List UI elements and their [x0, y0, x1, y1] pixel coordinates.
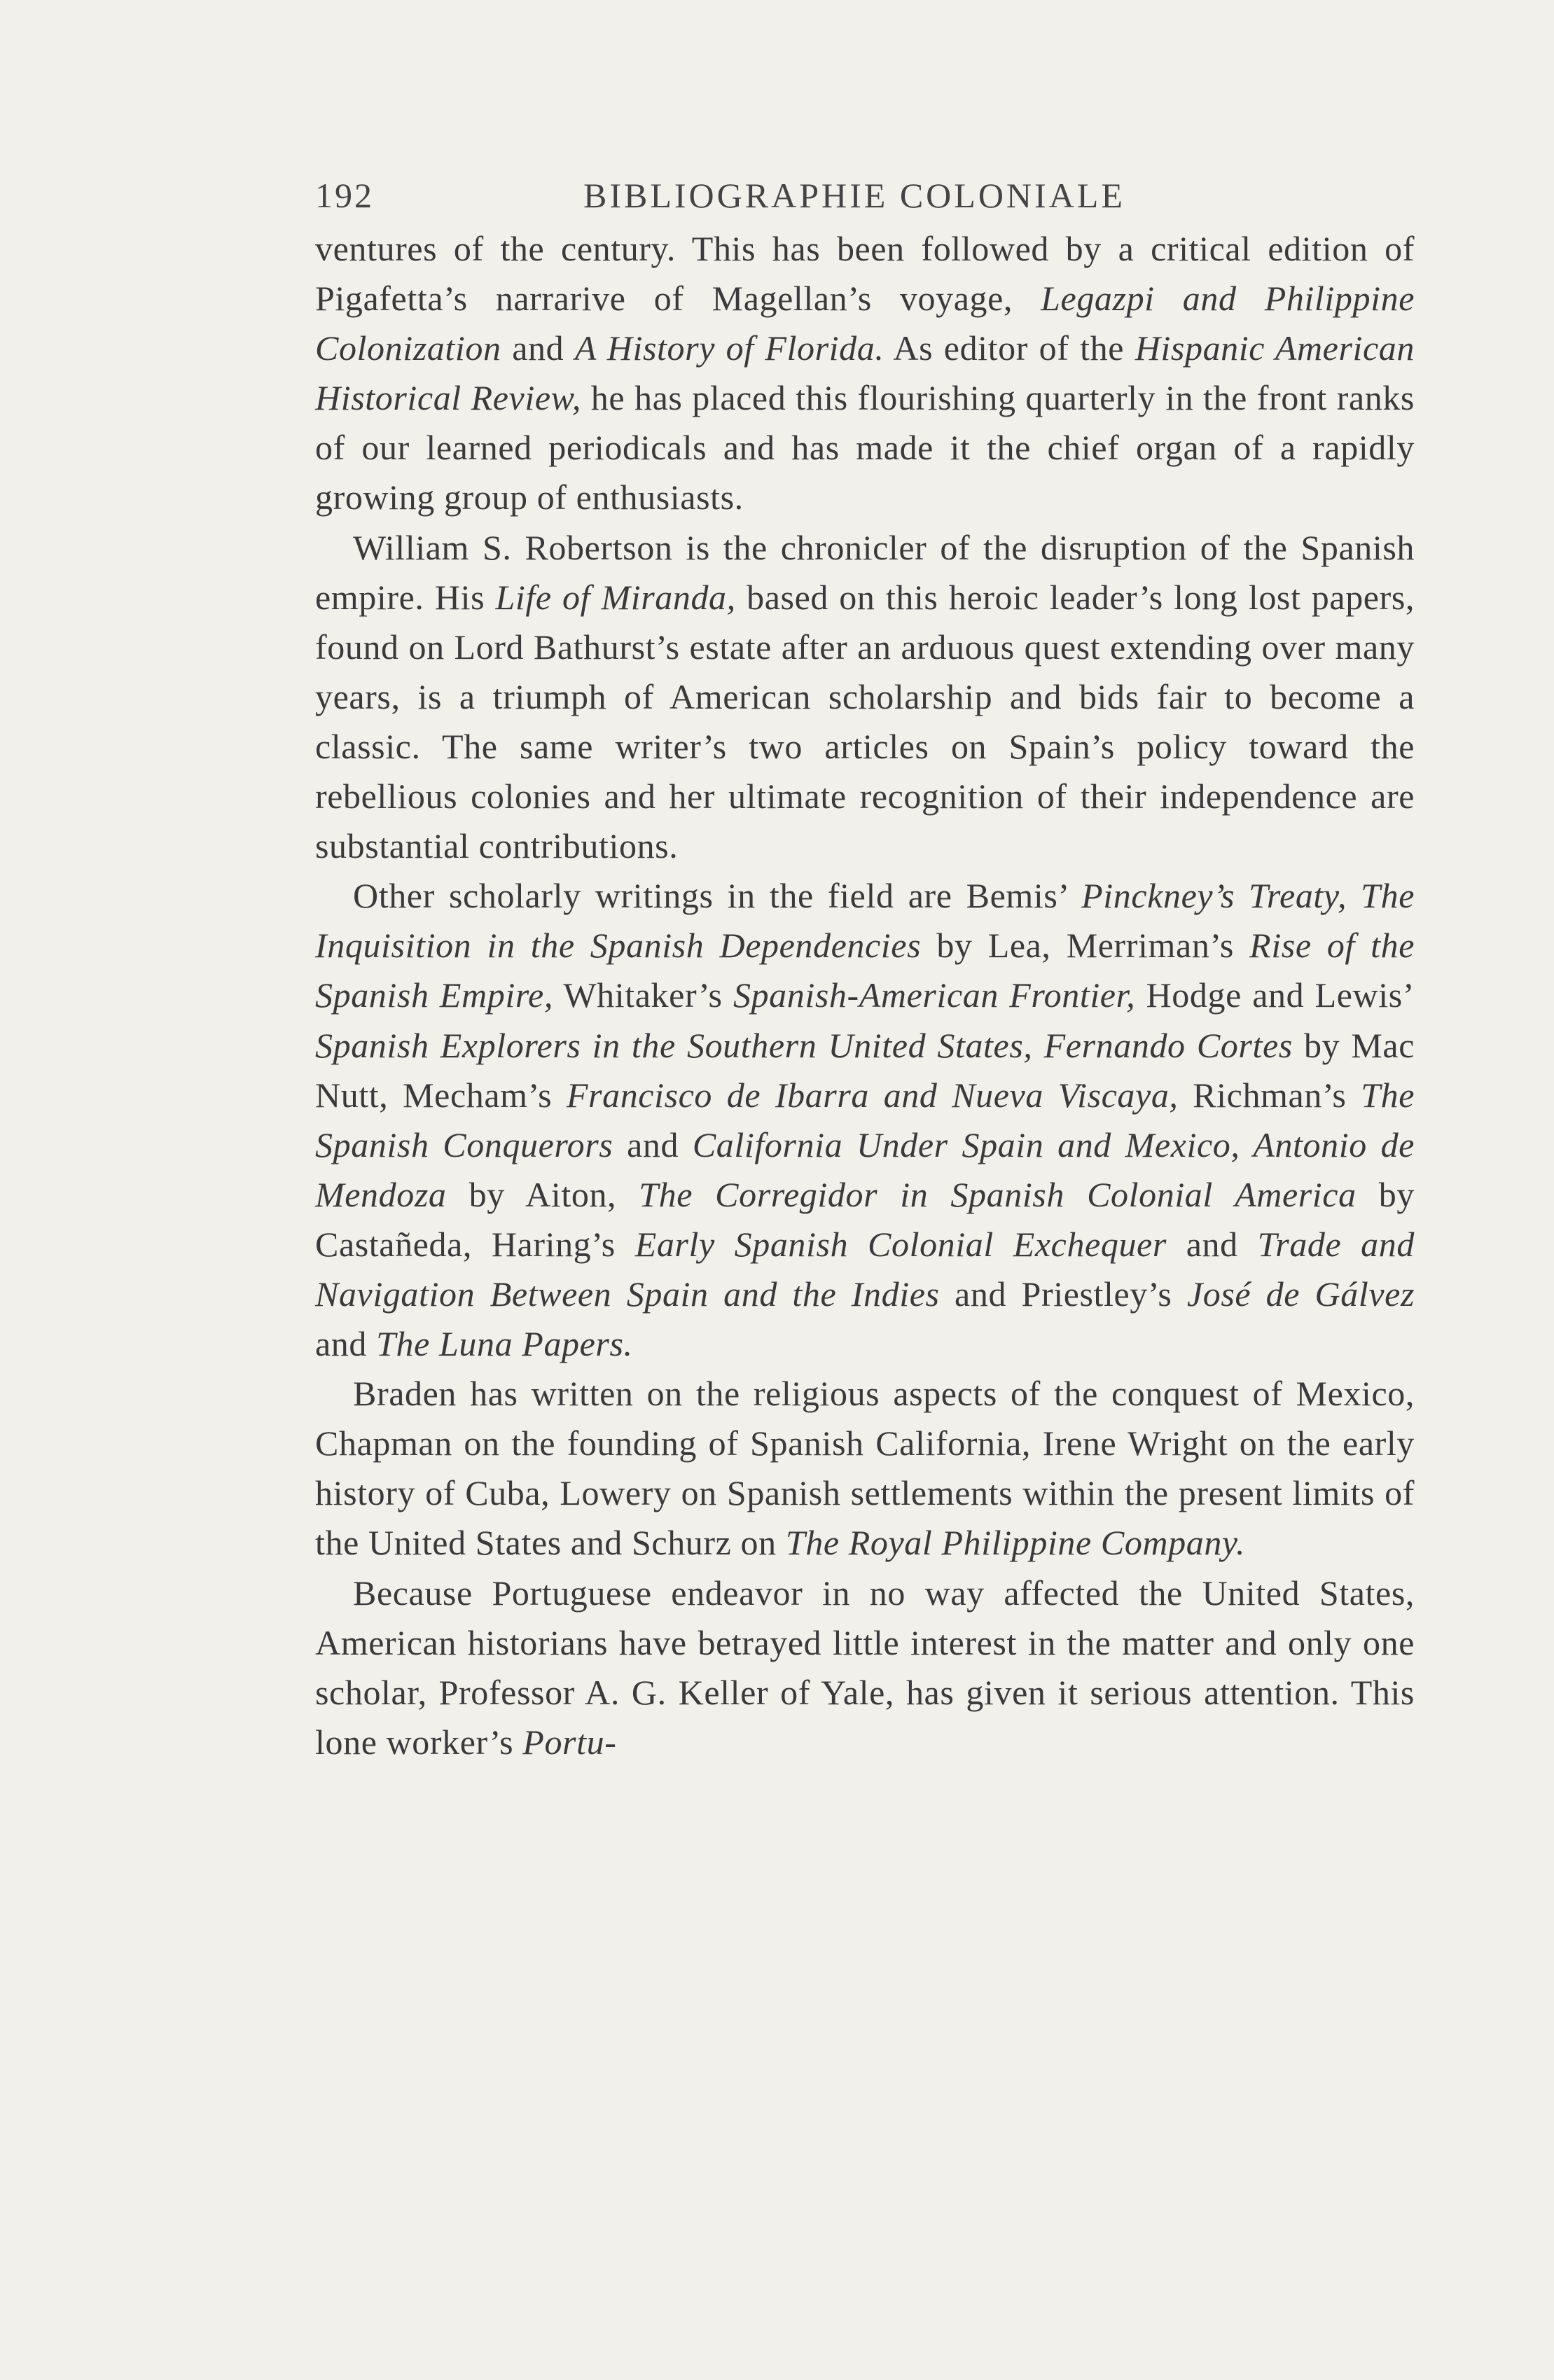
body-text-run: by Mac Nutt, Mecham’s	[315, 1025, 1415, 1115]
paragraph-1	[315, 224, 1415, 523]
body-text-run: Because Portuguese endeavor in no way affected the United States, American historians have betrayed little interest in the matter and only one scholar, Professor A. G. Keller of Yale, has given it serious attention. This lone worker’s	[315, 1573, 1415, 1762]
body-text-run: and	[501, 328, 575, 368]
italic-title-text: The Luna Papers.	[376, 1324, 633, 1364]
italic-title-text: José de Gálvez	[1186, 1274, 1415, 1314]
paragraph-2	[315, 523, 1415, 872]
running-title: BIBLIOGRAPHIE COLONIALE	[583, 176, 1125, 215]
paragraph-3	[315, 871, 1415, 1369]
italic-title-text: Legazpi and Philippine Colonization	[315, 279, 1415, 368]
body-text-run: ventures of the century. This has been followed by a critical edition of Pigafetta’s narrarive of Magellan’s voyage,	[315, 229, 1415, 319]
italic-title-text: Early Spanish Colonial Exchequer	[634, 1224, 1167, 1264]
italic-title-text: California Under Spain and Mexico, Antonio de Mendoza	[315, 1125, 1415, 1214]
italic-title-text: Life of Miranda,	[495, 577, 736, 617]
running-head	[315, 175, 1415, 224]
body-text-run: and Priestley’s	[939, 1274, 1187, 1314]
italic-title-text: Rise of the Spanish Empire,	[315, 926, 1415, 1015]
paragraph-4	[315, 1369, 1415, 1568]
body-text-run: by Castañeda, Haring’s	[315, 1174, 1415, 1264]
italic-title-text: The Spanish Conquerors	[315, 1075, 1415, 1164]
paragraph-5	[315, 1568, 1415, 1767]
body-text-run: Hodge and Lewis’	[1135, 975, 1415, 1015]
page-number: 192	[315, 176, 374, 215]
body-text-run: and	[613, 1125, 693, 1164]
body-text-run: and	[1166, 1224, 1258, 1264]
body-text-run: based on this heroic leader’s long lost papers, found on Lord Bathurst’s estate after an arduous quest extending over many years, is a triumph of American scholarship and bids fair to become a classic. The same writer’s two articles on Spain’s policy toward the rebellious colonies and her ultimate recognition of their independence are substantial contributions.	[315, 577, 1415, 866]
body-text-run: he has placed this flourishing quarterly in the front ranks of our learned periodicals and has made it the chief organ of a rapidly growing group of enthusiasts.	[315, 378, 1415, 517]
body-text-run: Other scholarly writings in the field are Bemis’	[353, 876, 1082, 916]
italic-title-text: A History of Florida.	[574, 328, 884, 368]
italic-title-text: The Royal Philippine Company.	[785, 1523, 1246, 1563]
italic-title-text: Spanish Explorers in the Southern United States, Fernando Cortes	[315, 1025, 1293, 1065]
body-text-run: Whitaker’s	[553, 975, 733, 1015]
italic-title-text: Francisco de Ibarra and Nueva Viscaya,	[566, 1075, 1179, 1115]
italic-title-text: Spanish-American Frontier,	[733, 975, 1136, 1015]
body-text-run: As editor of the	[884, 328, 1135, 368]
body-text	[315, 224, 1415, 1767]
italic-title-text: Hispanic American Historical Review,	[315, 328, 1415, 418]
italic-title-text: Portu-	[522, 1722, 617, 1762]
italic-title-text: The Corregidor in Spanish Colonial America	[639, 1174, 1357, 1214]
body-text-run: by Lea, Merriman’s	[921, 926, 1250, 966]
book-page	[315, 175, 1415, 1767]
body-text-run: William S. Robertson is the chronicler of the disruption of the Spanish empire. His	[315, 527, 1415, 617]
italic-title-text: Trade and Navigation Between Spain and the Indies	[315, 1224, 1415, 1314]
body-text-run: and	[315, 1324, 377, 1364]
italic-title-text: Pinckney’s Treaty, The Inquisition in the Spanish Dependencies	[315, 876, 1415, 966]
body-text-run: Braden has written on the religious aspects of the conquest of Mexico, Chapman on the founding of Spanish California, Irene Wright on the early history of Cuba, Lowery on Spanish settlements within the present limits of the United States and Schurz on	[315, 1374, 1415, 1563]
body-text-run: by Aiton,	[446, 1174, 639, 1214]
body-text-run: Richman’s	[1178, 1075, 1361, 1115]
